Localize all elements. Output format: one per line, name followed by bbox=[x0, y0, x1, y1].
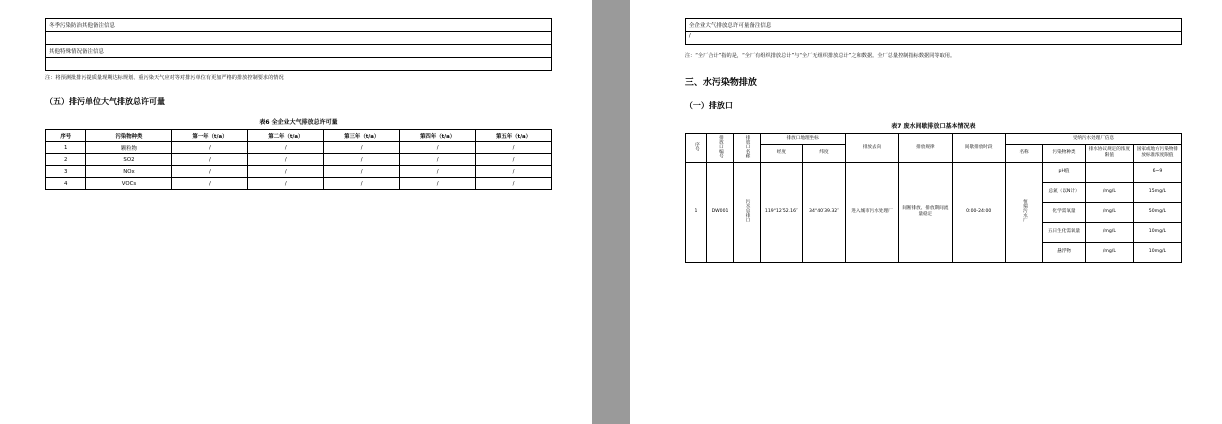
document-page-left bbox=[0, 0, 592, 424]
cell-year2: / bbox=[248, 178, 324, 190]
col-latitude: 纬度 bbox=[803, 144, 846, 162]
cell-year2: / bbox=[248, 142, 324, 154]
cell-year1: / bbox=[172, 154, 248, 166]
cell-longitude: 119°12′52.16″ bbox=[760, 162, 803, 262]
col-plant-name: 名称 bbox=[1005, 144, 1042, 162]
cell-year3: / bbox=[324, 142, 400, 154]
col-year1: 第一年（t/a） bbox=[172, 130, 248, 142]
cell-pattern: 间断排放、排放期间流量稳定 bbox=[899, 162, 952, 262]
cell-year5: / bbox=[476, 142, 552, 154]
col-pollutant: 污染物种类 bbox=[86, 130, 172, 142]
cell-index: 2 bbox=[46, 154, 86, 166]
note-left: 注：将预测批排污提质量现期达标规划、重污染天气应对等对排污单位有更加严格的排放控制要求的情况 bbox=[45, 75, 284, 81]
cell-pollutant: VOCs bbox=[86, 178, 172, 190]
cell-year4: / bbox=[400, 154, 476, 166]
table-row bbox=[46, 19, 552, 32]
col-year4: 第四年（t/a） bbox=[400, 130, 476, 142]
cell-year3: / bbox=[324, 154, 400, 166]
table-header-row bbox=[46, 130, 552, 142]
group-header-plant: 受纳污水处理厂信息 bbox=[1005, 133, 1181, 144]
memo-body-air-total[interactable]: / bbox=[685, 32, 1181, 45]
cell-discharge-to: 进入城市污水处理厂 bbox=[845, 162, 898, 262]
col-index: 序号 bbox=[685, 133, 706, 162]
table-caption-right: 表7 废水间歇排放口基本情况表 bbox=[891, 122, 976, 130]
col-longitude: 经度 bbox=[760, 144, 803, 162]
cell-time-range: 0:00-24:00 bbox=[952, 162, 1005, 262]
cell-standard-limit: 10mg/L bbox=[1133, 222, 1181, 242]
table-row bbox=[685, 32, 1181, 45]
cell-pollutant-name: 悬浮物 bbox=[1043, 242, 1086, 262]
cell-year2: / bbox=[248, 154, 324, 166]
cell-outlet-name: 污水总排口 bbox=[733, 162, 760, 262]
cell-year4: / bbox=[400, 178, 476, 190]
note-right: 注：“全厂合计”指的是，“全厂有组织排放总计”与“全厂无组织排放总计”之和数据。全厂总量控制指标数据同等取用。 bbox=[684, 53, 956, 59]
cell-standard-limit: 50mg/L bbox=[1133, 202, 1181, 222]
cell-agreement-limit bbox=[1085, 162, 1133, 182]
table-header-row bbox=[685, 133, 1181, 144]
page-gutter bbox=[600, 0, 608, 424]
table-caption-left: 表6 全企业大气排放总许可量 bbox=[259, 119, 338, 127]
table-row bbox=[46, 32, 552, 45]
memo-header-winter: 冬季污染防治其他备注信息 bbox=[46, 19, 552, 32]
table-row bbox=[46, 58, 552, 71]
cell-index: 1 bbox=[685, 162, 706, 262]
cell-year1: / bbox=[172, 142, 248, 154]
col-pattern: 排放规律 bbox=[899, 133, 952, 162]
memo-header-other: 其他特殊情况备注信息 bbox=[46, 45, 552, 58]
memo-body-winter[interactable] bbox=[46, 32, 552, 45]
cell-year1: / bbox=[172, 166, 248, 178]
memo-table-right bbox=[685, 18, 1182, 45]
cell-year5: / bbox=[476, 154, 552, 166]
cell-agreement-limit: /mg/L bbox=[1085, 182, 1133, 202]
cell-pollutant-name: 总氮（以N计） bbox=[1043, 182, 1086, 202]
col-agreement-limit: 排水协议规定的浓度限值 bbox=[1085, 144, 1133, 162]
col-time-range: 间歇排放时段 bbox=[952, 133, 1005, 162]
col-discharge-to: 排放去向 bbox=[845, 133, 898, 162]
cell-pollutant: SO2 bbox=[86, 154, 172, 166]
wastewater-outlet-table bbox=[685, 133, 1182, 263]
cell-year4: / bbox=[400, 166, 476, 178]
section-title-left: （五）排污单位大气排放总许可量 bbox=[45, 97, 165, 107]
col-year5: 第五年（t/a） bbox=[476, 130, 552, 142]
table-row bbox=[685, 19, 1181, 32]
cell-agreement-limit: /mg/L bbox=[1085, 202, 1133, 222]
cell-pollutant-name: 化学需氧量 bbox=[1043, 202, 1086, 222]
cell-standard-limit: 6~9 bbox=[1133, 162, 1181, 182]
cell-year2: / bbox=[248, 166, 324, 178]
cell-index: 3 bbox=[46, 166, 86, 178]
table-row bbox=[685, 162, 1181, 182]
cell-year5: / bbox=[476, 178, 552, 190]
cell-year5: / bbox=[476, 166, 552, 178]
memo-table-left bbox=[45, 18, 552, 71]
cell-year1: / bbox=[172, 178, 248, 190]
cell-year3: / bbox=[324, 178, 400, 190]
col-outlet-name: 排放口名称 bbox=[733, 133, 760, 162]
cell-latitude: 34°40′39.32″ bbox=[803, 162, 846, 262]
col-pollutant-type: 污染物种类 bbox=[1043, 144, 1086, 162]
table-row bbox=[46, 154, 552, 166]
permit-total-table bbox=[45, 129, 552, 190]
col-year2: 第二年（t/a） bbox=[248, 130, 324, 142]
table-row bbox=[46, 142, 552, 154]
group-header-coordinates: 排放口地理坐标 bbox=[760, 133, 845, 144]
cell-standard-limit: 10mg/L bbox=[1133, 242, 1181, 262]
memo-body-other[interactable] bbox=[46, 58, 552, 71]
cell-year4: / bbox=[400, 142, 476, 154]
cell-outlet-code: DW001 bbox=[707, 162, 734, 262]
cell-pollutant-name: 五日生化需氧量 bbox=[1043, 222, 1086, 242]
table-row bbox=[46, 166, 552, 178]
cell-pollutant-name: pH值 bbox=[1043, 162, 1086, 182]
cell-agreement-limit: /mg/L bbox=[1085, 222, 1133, 242]
cell-plant-name: 恒瑞污水厂 bbox=[1005, 162, 1042, 262]
cell-agreement-limit: /mg/L bbox=[1085, 242, 1133, 262]
col-index: 序号 bbox=[46, 130, 86, 142]
memo-header-air-total: 全企业大气排放总许可量备注信息 bbox=[685, 19, 1181, 32]
col-outlet-code: 排放口编号 bbox=[707, 133, 734, 162]
cell-index: 4 bbox=[46, 178, 86, 190]
document-page-right bbox=[630, 0, 1222, 424]
table-row bbox=[46, 45, 552, 58]
subsection-title-outlet: （一）排放口 bbox=[684, 100, 733, 110]
col-year3: 第三年（t/a） bbox=[324, 130, 400, 142]
col-standard-limit: 国家或地方污染物排放标准浓度限值 bbox=[1133, 144, 1181, 162]
cell-pollutant: NOx bbox=[86, 166, 172, 178]
cell-pollutant: 颗粒物 bbox=[86, 142, 172, 154]
table-row bbox=[46, 178, 552, 190]
section-title-water: 三、水污染物排放 bbox=[684, 77, 757, 88]
cell-index: 1 bbox=[46, 142, 86, 154]
cell-year3: / bbox=[324, 166, 400, 178]
cell-standard-limit: 15mg/L bbox=[1133, 182, 1181, 202]
